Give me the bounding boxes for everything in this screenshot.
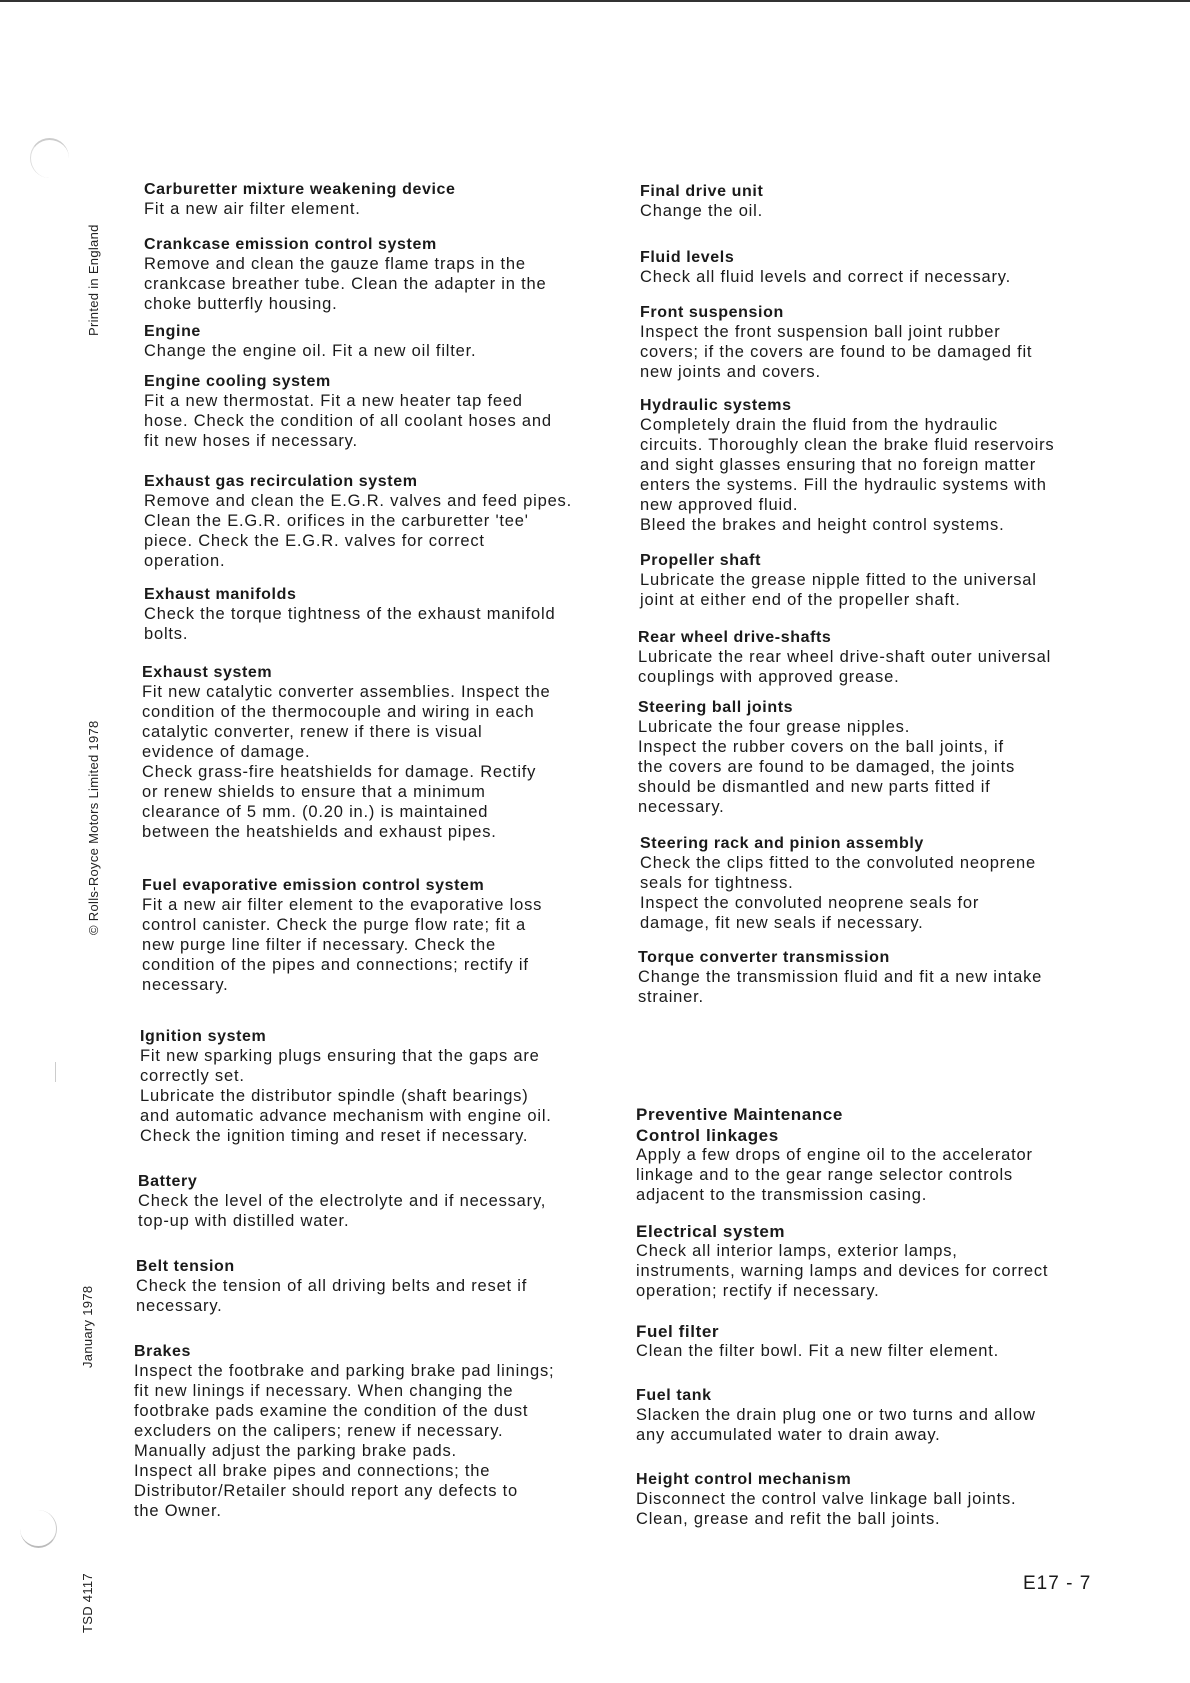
section-title: Exhaust system (142, 664, 273, 681)
section-fuel-filter (636, 1322, 1106, 1361)
section-steering-rack (640, 834, 1110, 933)
section-steering-ball-joints (638, 698, 1108, 817)
section-title: Control linkages (636, 1126, 779, 1145)
section-body: Remove and clean the E.G.R. valves and feed pipes. Clean the E.G.R. orifices in the carburetter 'tee' piece. Check the E.G.R. valves for correct operation. (144, 492, 572, 570)
section-title: Fuel filter (636, 1322, 720, 1341)
section-body: Check all interior lamps, exterior lamps, instruments, warning lamps and devices for correct operation; rectify if necessary. (636, 1242, 1049, 1300)
section-preventive-maintenance (636, 1105, 1106, 1124)
scan-mark-line (55, 1062, 56, 1082)
section-body: Check the clips fitted to the convoluted neoprene seals for tightness. Inspect the convoluted neoprene seals for damage, fit new seals if necessary. (640, 854, 1037, 932)
section-body: Fit new sparking plugs ensuring that the gaps are correctly set. Lubricate the distributor spindle (shaft bearings) and automatic advance mechanism with engine oil. Check the ignition timing and reset if necessary. (140, 1047, 552, 1145)
section-body: Change the oil. (640, 202, 763, 220)
section-carburetter (144, 180, 614, 219)
section-title: Rear wheel drive-shafts (638, 629, 832, 646)
section-fluid-levels (640, 248, 1110, 287)
section-body: Check all fluid levels and correct if necessary. (640, 268, 1011, 286)
section-body: Check the tension of all driving belts and reset if necessary. (136, 1277, 528, 1315)
section-electrical (636, 1222, 1106, 1301)
section-propeller-shaft (640, 551, 1110, 610)
section-control-linkages (636, 1126, 1106, 1205)
printed-in-england: Printed in England (86, 224, 101, 336)
copyright-notice: © Rolls-Royce Motors Limited 1978 (86, 720, 101, 935)
section-height-control (636, 1470, 1106, 1529)
section-battery (138, 1172, 608, 1231)
section-fuel-tank (636, 1386, 1106, 1445)
section-body: Slacken the drain plug one or two turns and allow any accumulated water to drain away. (636, 1406, 1036, 1444)
section-body: Change the transmission fluid and fit a new intake strainer. (638, 968, 1043, 1006)
section-body: Lubricate the rear wheel drive-shaft outer universal couplings with approved grease. (638, 648, 1052, 686)
section-rear-drive-shafts (638, 628, 1108, 687)
scan-mark-bottom (20, 1510, 57, 1548)
section-body: Clean the filter bowl. Fit a new filter element. (636, 1342, 1000, 1360)
section-title: Steering rack and pinion assembly (640, 835, 924, 852)
section-title: Electrical system (636, 1222, 786, 1241)
section-egr (144, 472, 614, 571)
section-body: Fit a new thermostat. Fit a new heater tap feed hose. Check the condition of all coolant hoses and fit new hoses if necessary. (144, 392, 552, 450)
section-title: Engine cooling system (144, 373, 331, 390)
top-border-line (0, 0, 1190, 2)
section-title: Propeller shaft (640, 552, 762, 569)
section-torque-converter (638, 948, 1108, 1007)
section-engine (144, 322, 614, 361)
section-engine-cooling (144, 372, 614, 451)
section-body: Change the engine oil. Fit a new oil filter. (144, 342, 477, 360)
section-body: Lubricate the four grease nipples. Inspect the rubber covers on the ball joints, if the covers are found to be damaged, the joints should be dismantled and new parts fitted if necessary. (638, 718, 1016, 816)
section-fuel-evaporative (142, 876, 612, 995)
section-title: Engine (144, 323, 201, 340)
section-title: Fuel evaporative emission control system (142, 877, 485, 894)
section-title: Crankcase emission control system (144, 236, 437, 253)
section-title: Hydraulic systems (640, 397, 792, 414)
section-title: Battery (138, 1173, 198, 1190)
section-title: Brakes (134, 1343, 191, 1360)
section-title: Fuel tank (636, 1387, 712, 1404)
section-title: Exhaust manifolds (144, 586, 297, 603)
section-ignition (140, 1027, 610, 1146)
section-title: Torque converter transmission (638, 949, 890, 966)
section-body: Fit a new air filter element. (144, 200, 361, 218)
section-body: Fit a new air filter element to the evaporative loss control canister. Check the purge flow rate; fit a new purge line filter if necessary. Check the condition of the pipes and connections; rectify if necessary. (142, 896, 543, 994)
section-title: Fluid levels (640, 249, 735, 266)
section-body: Inspect the footbrake and parking brake pad linings; fit new linings if necessary. When changing the footbrake pads examine the condition of the dust excluders on the calipers; renew if necessary. Manually adjust the parking brake pads. Inspect all brake pipes and connections; the Distributor/Retailer should report any defects to the Owner. (134, 1362, 555, 1520)
section-title: Front suspension (640, 304, 784, 321)
section-body: Completely drain the fluid from the hydraulic circuits. Thoroughly clean the brake fluid reservoirs and sight glasses ensuring that no foreign matter enters the systems. Fill the hydraulic systems with new approved fluid. Bleed the brakes and height control systems. (640, 416, 1055, 534)
issue-date: January 1978 (80, 1285, 95, 1368)
section-exhaust-system (142, 663, 612, 842)
section-crankcase (144, 235, 614, 314)
section-body: Check the level of the electrolyte and if necessary, top-up with distilled water. (138, 1192, 547, 1230)
section-body: Disconnect the control valve linkage ball joints. Clean, grease and refit the ball joints. (636, 1490, 1017, 1528)
section-title: Ignition system (140, 1028, 267, 1045)
section-heading: Preventive Maintenance (636, 1105, 843, 1124)
section-title: Belt tension (136, 1258, 235, 1275)
section-body: Remove and clean the gauze flame traps in the crankcase breather tube. Clean the adapter in the choke butterfly housing. (144, 255, 547, 313)
section-exhaust-manifolds (144, 585, 614, 644)
section-belt-tension (136, 1257, 606, 1316)
section-hydraulic (640, 396, 1118, 535)
section-final-drive (640, 182, 1110, 221)
section-body: Lubricate the grease nipple fitted to the universal joint at either end of the propeller shaft. (640, 571, 1037, 609)
section-title: Steering ball joints (638, 699, 794, 716)
section-brakes (134, 1342, 614, 1521)
scan-mark-top (30, 138, 69, 178)
document-code: TSD 4117 (80, 1573, 95, 1633)
section-body: Fit new catalytic converter assemblies. Inspect the condition of the thermocouple and wiring in each catalytic converter, renew if there is visual evidence of damage. Check grass-fire heatshields for damage. Rectify or renew shields to ensure that a minimum clearance of 5 mm. (0.20 in.) is maintained between the heatshields and exhaust pipes. (142, 683, 551, 841)
section-title: Carburetter mixture weakening device (144, 181, 456, 198)
page-number: E17 - 7 (1023, 1573, 1092, 1594)
section-title: Final drive unit (640, 183, 764, 200)
section-body: Apply a few drops of engine oil to the accelerator linkage and to the gear range selector controls adjacent to the transmission casing. (636, 1146, 1033, 1204)
section-title: Height control mechanism (636, 1471, 852, 1488)
section-title: Exhaust gas recirculation system (144, 473, 418, 490)
section-body: Inspect the front suspension ball joint rubber covers; if the covers are found to be damaged fit new joints and covers. (640, 323, 1033, 381)
section-front-suspension (640, 303, 1110, 382)
section-body: Check the torque tightness of the exhaust manifold bolts. (144, 605, 556, 643)
